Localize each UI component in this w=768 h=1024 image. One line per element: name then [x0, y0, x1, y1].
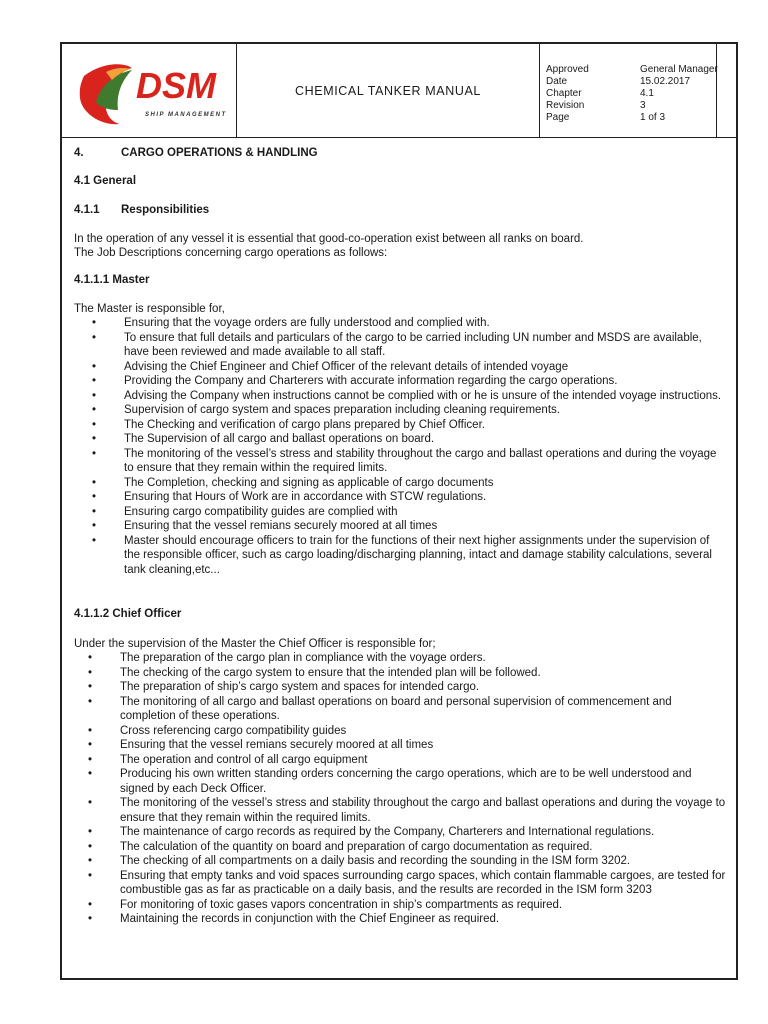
intro-line: In the operation of any vessel it is essential that good-co-operation exist between all ranks on board.: [74, 233, 584, 245]
list-item-text: The monitoring of all cargo and ballast operations on board and personal supervision of commencement and completion of these operations.: [120, 695, 672, 722]
list-item-text: Ensuring cargo compatibility guides are complied with: [124, 505, 398, 518]
bullet-icon: •: [92, 375, 97, 387]
document-control-cell: [540, 44, 736, 137]
bullet-icon: •: [88, 840, 93, 853]
list-item: [88, 724, 726, 739]
list-item-text: The checking of the cargo system to ensure that the intended plan will be followed.: [120, 666, 541, 679]
bullet-icon: •: [92, 447, 97, 460]
subsection-number: 4.1.1: [74, 204, 100, 216]
list-item: [92, 490, 726, 505]
meta-value: General Manager: [640, 64, 718, 75]
list-item-text: The Supervision of all cargo and ballast operations on board.: [124, 433, 435, 445]
section-heading: [74, 147, 318, 159]
list-item: [92, 519, 726, 534]
list-item-text: Producing his own written standing orders concerning the cargo operations, which are to be well understood and signed by each Deck Officer.: [120, 768, 692, 795]
chief-officer-lead: Under the supervision of the Master the Chief Officer is responsible for;: [74, 638, 436, 650]
bullet-icon: •: [88, 768, 93, 780]
chief-officer-heading: 4.1.1.2 Chief Officer: [74, 608, 182, 620]
list-item: [88, 854, 726, 869]
list-item: [92, 432, 726, 447]
list-item-text: To ensure that full details and particulars of the cargo to be carried including UN number and MSDS are available, have been reviewed and made available to all staff.: [124, 331, 702, 358]
list-item-text: The monitoring of the vessel’s stress and stability throughout the cargo and ballast operations and during the voyage to ensure that they remain within the required limits.: [124, 447, 717, 474]
bullet-icon: •: [88, 797, 93, 809]
bullet-icon: •: [88, 855, 93, 867]
meta-row-chapter: [546, 88, 718, 100]
meta-key: Page: [546, 112, 570, 123]
list-item: [92, 331, 726, 360]
list-item-text: The operation and control of all cargo equipment: [120, 753, 368, 766]
list-item: [92, 403, 726, 418]
bullet-icon: •: [92, 360, 97, 373]
document-frame: [60, 42, 738, 980]
meta-row-date: [546, 76, 718, 88]
list-item-text: Maintaining the records in conjunction with the Chief Engineer as required.: [120, 913, 500, 925]
document-control-table: [546, 64, 718, 124]
manual-title: CHEMICAL TANKER MANUAL: [295, 83, 481, 98]
dsm-logo: [62, 44, 236, 137]
list-item: [88, 753, 726, 768]
meta-key: Approved: [546, 64, 589, 75]
subsection-heading-general: 4.1 General: [74, 175, 137, 187]
list-item: [88, 869, 726, 898]
list-item: [88, 796, 726, 825]
list-item: [88, 912, 726, 927]
list-item: [88, 738, 726, 753]
list-item-text: Ensuring that the voyage orders are fully understood and complied with.: [124, 317, 490, 329]
list-item-text: The Completion, checking and signing as applicable of cargo documents: [124, 476, 494, 489]
bullet-icon: •: [88, 869, 93, 882]
logo-text: DSM: [136, 65, 216, 106]
list-item: [88, 695, 726, 724]
list-item: [88, 666, 726, 681]
bullet-icon: •: [88, 739, 93, 751]
section-number: 4.: [74, 147, 84, 159]
logo-subtext: SHIP MANAGEMENT: [145, 112, 227, 118]
list-item-text: Advising the Company when instructions cannot be complied with or he is unsure of the intended voyage instructions.: [124, 389, 722, 402]
bullet-icon: •: [88, 753, 93, 766]
list-item-text: The monitoring of the vessel’s stress and stability throughout the cargo and ballast operations and during the voyage to ensure that they remain within the required limits.: [120, 797, 726, 824]
list-item: [92, 316, 726, 331]
master-responsibilities-list: [92, 316, 726, 577]
bullet-icon: •: [92, 389, 97, 402]
list-item: [92, 374, 726, 389]
section-title: CARGO OPERATIONS & HANDLING: [121, 147, 318, 159]
bullet-icon: •: [92, 491, 97, 503]
list-item: [88, 898, 726, 913]
list-item: [88, 840, 726, 855]
list-item: [92, 505, 726, 520]
document-header: [62, 44, 736, 138]
list-item: [92, 447, 726, 476]
list-item: [88, 767, 726, 796]
master-heading: 4.1.1.1 Master: [74, 274, 150, 286]
bullet-icon: •: [88, 898, 93, 911]
list-item-text: For monitoring of toxic gases vapors concentration in ship’s compartments as required.: [120, 898, 563, 911]
logo-cell: [62, 44, 237, 137]
bullet-icon: •: [92, 520, 97, 532]
list-item: [92, 389, 726, 404]
bullet-icon: •: [92, 505, 97, 518]
meta-key: Date: [546, 76, 568, 87]
list-item-text: Supervision of cargo system and spaces preparation including cleaning requirements.: [124, 404, 560, 416]
meta-row-page: [546, 112, 718, 124]
subsection-heading-responsibilities: [74, 204, 209, 216]
meta-key: Chapter: [546, 88, 582, 99]
intro-line: The Job Descriptions concerning cargo operations as follows:: [74, 247, 388, 259]
list-item-text: The checking of all compartments on a daily basis and recording the sounding in the ISM form 3202.: [120, 855, 631, 867]
meta-key: Revision: [546, 100, 585, 111]
bullet-icon: •: [88, 724, 93, 737]
list-item-text: Master should encourage officers to train for the functions of their next higher assignments under the supervision of the responsible officer, such as cargo loading/discharging planning, intact and damage stability calculations, several tank cleaning,etc...: [124, 534, 712, 576]
list-item: [92, 534, 726, 578]
list-item-text: The preparation of the cargo plan in compliance with the voyage orders.: [120, 652, 486, 664]
list-item-text: Providing the Company and Charterers with accurate information regarding the cargo operations.: [124, 375, 618, 387]
list-item-text: The maintenance of cargo records as required by the Company, Charterers and International regulations.: [120, 826, 655, 838]
bullet-icon: •: [92, 404, 97, 416]
master-lead: The Master is responsible for,: [74, 303, 225, 315]
list-item: [92, 418, 726, 433]
bullet-icon: •: [92, 433, 97, 445]
list-item: [92, 360, 726, 375]
bullet-icon: •: [92, 317, 97, 329]
bullet-icon: •: [92, 476, 97, 489]
meta-divider: [716, 44, 717, 137]
list-item-text: Ensuring that the vessel remians securely moored at all times: [120, 739, 434, 751]
list-item-text: Ensuring that Hours of Work are in accordance with STCW regulations.: [124, 491, 487, 503]
bullet-icon: •: [88, 913, 93, 925]
meta-row-revision: [546, 100, 718, 112]
list-item-text: Cross referencing cargo compatibility guides: [120, 724, 347, 737]
list-item: [88, 825, 726, 840]
intro-paragraph: [74, 232, 584, 260]
title-cell: [237, 44, 540, 137]
bullet-icon: •: [88, 695, 93, 708]
bullet-icon: •: [88, 826, 93, 838]
list-item-text: Ensuring that empty tanks and void spaces surrounding cargo spaces, which contain flammable cargoes, are tested for combustible gas as far as practicable on a daily basis, and the results are recorded in the ISM form 3203: [120, 869, 726, 896]
list-item-text: The Checking and verification of cargo plans prepared by Chief Officer.: [124, 418, 485, 431]
bullet-icon: •: [92, 534, 97, 547]
meta-value: 3: [640, 100, 646, 111]
meta-value: 1 of 3: [640, 112, 666, 123]
bullet-icon: •: [88, 652, 93, 664]
bullet-icon: •: [88, 681, 93, 693]
meta-value: 4.1: [640, 88, 654, 99]
list-item: [88, 651, 726, 666]
meta-row-approved: [546, 64, 718, 76]
list-item-text: Ensuring that the vessel remians securely moored at all times: [124, 520, 438, 532]
subsection-title: Responsibilities: [121, 204, 210, 216]
chief-officer-responsibilities-list: [88, 651, 726, 927]
list-item-text: Advising the Chief Engineer and Chief Officer of the relevant details of intended voyage: [124, 360, 569, 373]
bullet-icon: •: [92, 331, 97, 344]
list-item-text: The calculation of the quantity on board and preparation of cargo documentation as required.: [120, 840, 593, 853]
list-item: [92, 476, 726, 491]
list-item: [88, 680, 726, 695]
bullet-icon: •: [88, 666, 93, 679]
bullet-icon: •: [92, 418, 97, 431]
meta-value: 15.02.2017: [640, 76, 691, 87]
list-item-text: The preparation of ship’s cargo system and spaces for intended cargo.: [120, 681, 480, 693]
